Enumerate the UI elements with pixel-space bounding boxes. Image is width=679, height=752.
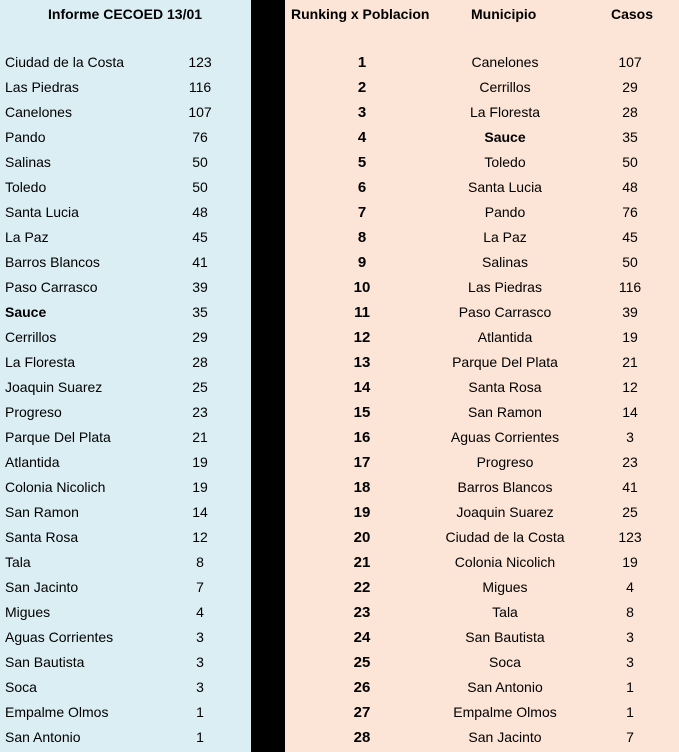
- right-row-municipio: San Ramon: [468, 404, 542, 420]
- left-row-municipio: Salinas: [5, 154, 51, 170]
- left-row-municipio: Migues: [5, 604, 51, 620]
- right-row-rank: 2: [357, 79, 367, 96]
- right-row-cases: 28: [622, 104, 638, 120]
- right-row-municipio: La Paz: [483, 229, 527, 245]
- left-row-municipio: Atlantida: [5, 454, 60, 470]
- left-row-municipio: San Ramon: [5, 504, 79, 520]
- right-row-cases: 23: [622, 454, 638, 470]
- left-row-municipio: Las Piedras: [5, 79, 79, 95]
- header-municipio: Municipio: [471, 6, 537, 22]
- right-row-municipio: Las Piedras: [468, 279, 542, 295]
- right-row-cases: 123: [618, 529, 642, 545]
- right-row-cases: 76: [622, 204, 638, 220]
- header-rank: Runking x Poblacion: [291, 6, 430, 22]
- left-row-cases: 8: [196, 554, 204, 570]
- left-row-municipio: Sauce: [5, 304, 47, 320]
- right-row-rank: 7: [357, 204, 367, 221]
- left-row-cases: 7: [196, 579, 204, 595]
- right-row-rank: 27: [353, 704, 371, 721]
- left-row-municipio: Cerrillos: [5, 329, 57, 345]
- right-row-municipio: Joaquin Suarez: [456, 504, 554, 520]
- left-row-municipio: Pando: [5, 129, 46, 145]
- header-casos: Casos: [611, 6, 654, 22]
- left-title: Informe CECOED 13/01: [48, 6, 203, 22]
- left-row-cases: 4: [196, 604, 204, 620]
- right-row-rank: 18: [353, 479, 371, 496]
- right-row-rank: 23: [353, 604, 371, 621]
- left-row-cases: 107: [188, 104, 212, 120]
- right-row-municipio: Migues: [482, 579, 528, 595]
- right-row-rank: 9: [357, 254, 367, 271]
- left-row-municipio: Soca: [5, 679, 37, 695]
- right-row-cases: 107: [618, 54, 642, 70]
- right-row-rank: 4: [357, 129, 367, 146]
- right-row-rank: 21: [353, 554, 371, 571]
- right-row-cases: 12: [622, 379, 638, 395]
- right-row-rank: 15: [353, 404, 371, 421]
- right-row-rank: 28: [353, 729, 371, 746]
- right-row-cases: 45: [622, 229, 638, 245]
- right-row-rank: 19: [353, 504, 371, 521]
- left-row-cases: 3: [196, 679, 204, 695]
- right-row-rank: 14: [353, 379, 371, 396]
- left-row-municipio: San Antonio: [5, 729, 81, 745]
- right-row-cases: 39: [622, 304, 638, 320]
- left-row-cases: 41: [192, 254, 208, 270]
- left-row-municipio: Ciudad de la Costa: [5, 54, 125, 70]
- right-row-municipio: Cerrillos: [479, 79, 531, 95]
- right-row-municipio: Ciudad de la Costa: [445, 529, 565, 545]
- right-row-municipio: Sauce: [484, 129, 526, 145]
- left-row-cases: 3: [196, 654, 204, 670]
- right-row-municipio: San Jacinto: [468, 729, 542, 745]
- right-row-rank: 10: [353, 279, 371, 296]
- right-row-cases: 8: [626, 604, 634, 620]
- left-row-cases: 45: [192, 229, 208, 245]
- divider: [251, 0, 285, 752]
- right-panel: [285, 0, 679, 752]
- right-row-rank: 24: [353, 629, 371, 646]
- left-row-municipio: Tala: [5, 554, 31, 570]
- left-row-cases: 50: [192, 154, 208, 170]
- left-row-cases: 39: [192, 279, 208, 295]
- right-row-cases: 48: [622, 179, 638, 195]
- right-row-rank: 26: [353, 679, 371, 696]
- left-row-cases: 116: [188, 79, 212, 95]
- right-row-cases: 3: [626, 629, 634, 645]
- right-row-cases: 50: [622, 154, 638, 170]
- left-row-cases: 35: [192, 304, 208, 320]
- right-row-cases: 25: [622, 504, 638, 520]
- right-row-municipio: La Floresta: [469, 104, 541, 120]
- left-row-cases: 25: [192, 379, 208, 395]
- left-row-cases: 50: [192, 179, 208, 195]
- right-row-municipio: Canelones: [471, 54, 539, 70]
- left-row-cases: 23: [192, 404, 208, 420]
- left-row-municipio: Progreso: [5, 404, 62, 420]
- right-row-municipio: Santa Rosa: [468, 379, 542, 395]
- right-row-rank: 13: [353, 354, 371, 371]
- left-row-municipio: San Jacinto: [5, 579, 79, 595]
- right-row-municipio: Colonia Nicolich: [454, 554, 556, 570]
- right-row-rank: 11: [354, 304, 370, 321]
- right-row-municipio: Tala: [492, 604, 518, 620]
- right-row-rank: 20: [353, 529, 371, 546]
- right-row-cases: 41: [622, 479, 638, 495]
- left-row-cases: 48: [192, 204, 208, 220]
- left-row-municipio: Aguas Corrientes: [5, 629, 114, 645]
- right-row-cases: 19: [622, 329, 638, 345]
- right-row-municipio: Atlantida: [477, 329, 533, 345]
- left-panel: [0, 0, 251, 752]
- left-row-cases: 1: [196, 704, 204, 720]
- right-row-cases: 116: [618, 279, 642, 295]
- right-row-cases: 3: [626, 429, 634, 445]
- left-row-municipio: Santa Rosa: [5, 529, 79, 545]
- left-row-municipio: Santa Lucia: [5, 204, 79, 220]
- left-row-municipio: Joaquin Suarez: [5, 379, 103, 395]
- right-row-municipio: Pando: [484, 204, 526, 220]
- left-row-cases: 123: [188, 54, 212, 70]
- left-row-municipio: La Floresta: [5, 354, 76, 370]
- right-row-cases: 1: [626, 704, 634, 720]
- right-row-cases: 4: [626, 579, 634, 595]
- left-row-municipio: Canelones: [5, 104, 72, 120]
- right-row-rank: 12: [353, 329, 371, 346]
- left-row-cases: 19: [192, 479, 208, 495]
- left-row-municipio: Paso Carrasco: [5, 279, 98, 295]
- right-row-municipio: Aguas Corrientes: [450, 429, 560, 445]
- right-row-municipio: Santa Lucia: [468, 179, 542, 195]
- right-row-municipio: Toledo: [484, 154, 526, 170]
- left-row-municipio: San Bautista: [5, 654, 85, 670]
- right-row-municipio: San Antonio: [467, 679, 543, 695]
- left-row-cases: 14: [192, 504, 208, 520]
- left-row-cases: 29: [192, 329, 208, 345]
- right-row-cases: 1: [626, 679, 634, 695]
- right-row-cases: 29: [622, 79, 638, 95]
- right-row-municipio: Empalme Olmos: [453, 704, 557, 720]
- right-row-municipio: Barros Blancos: [457, 479, 553, 495]
- left-row-cases: 19: [192, 454, 208, 470]
- right-row-rank: 17: [353, 454, 371, 471]
- left-row-cases: 28: [192, 354, 208, 370]
- left-row-municipio: Empalme Olmos: [5, 704, 109, 720]
- right-row-cases: 35: [622, 129, 638, 145]
- right-row-rank: 16: [353, 429, 371, 446]
- left-row-municipio: Toledo: [5, 179, 47, 195]
- left-row-cases: 21: [192, 429, 208, 445]
- left-row-cases: 12: [192, 529, 208, 545]
- right-row-municipio: San Bautista: [465, 629, 545, 645]
- right-row-cases: 3: [626, 654, 634, 670]
- right-row-rank: 25: [353, 654, 371, 671]
- left-row-municipio: Colonia Nicolich: [5, 479, 106, 495]
- right-row-cases: 14: [622, 404, 638, 420]
- right-row-municipio: Parque Del Plata: [452, 354, 558, 370]
- left-row-municipio: La Paz: [5, 229, 49, 245]
- right-row-cases: 50: [622, 254, 638, 270]
- right-row-cases: 21: [622, 354, 638, 370]
- left-row-municipio: Barros Blancos: [5, 254, 100, 270]
- right-row-cases: 19: [622, 554, 638, 570]
- right-row-rank: 6: [357, 179, 367, 196]
- right-row-rank: 3: [357, 104, 367, 121]
- left-row-cases: 76: [192, 129, 208, 145]
- right-row-municipio: Progreso: [476, 454, 534, 470]
- right-row-rank: 5: [357, 154, 367, 171]
- right-row-municipio: Salinas: [482, 254, 528, 270]
- right-row-municipio: Paso Carrasco: [458, 304, 552, 320]
- left-row-cases: 1: [196, 729, 204, 745]
- right-row-rank: 8: [357, 229, 367, 246]
- left-row-cases: 3: [196, 629, 204, 645]
- right-row-municipio: Soca: [489, 654, 521, 670]
- left-row-municipio: Parque Del Plata: [5, 429, 111, 445]
- right-row-cases: 7: [626, 729, 634, 745]
- right-row-rank: 22: [353, 579, 371, 596]
- right-row-rank: 1: [357, 54, 367, 71]
